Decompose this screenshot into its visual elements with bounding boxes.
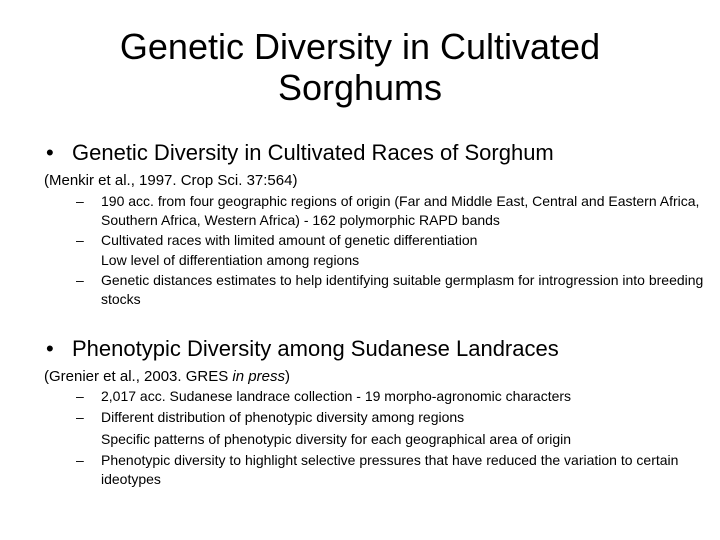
dash-icon: – xyxy=(76,388,84,404)
section2-item-text: 2,017 acc. Sudanese landrace collection - 19 morpho-agronomic characters xyxy=(101,388,572,404)
section2-heading: Phenotypic Diversity among Sudanese Landraces xyxy=(72,336,559,361)
bullet-dot-icon: • xyxy=(46,140,54,165)
dash-icon: – xyxy=(76,232,84,248)
section2-item-3 xyxy=(76,430,716,449)
section1-item-2 xyxy=(76,231,716,250)
dash-icon: – xyxy=(76,272,84,288)
section1-item-3 xyxy=(76,251,716,270)
section2-item-text: Specific patterns of phenotypic diversity for each geographical area of origin xyxy=(101,431,572,447)
section2-item-4 xyxy=(76,451,716,489)
dash-icon: – xyxy=(76,193,84,209)
slide-title-line1: Genetic Diversity in Cultivated xyxy=(119,26,601,67)
section1-item-4 xyxy=(76,271,716,309)
section1-item-text: Genetic distances estimates to help identifying suitable germplasm for introgression into breeding stocks xyxy=(101,272,704,307)
slide-title-line2: Sorghums xyxy=(277,67,443,108)
section1-bullet xyxy=(46,140,554,166)
section1-item-1 xyxy=(76,192,716,230)
section2-reference-prefix: (Grenier et al., 2003. GRES xyxy=(44,368,233,385)
section2-item-1 xyxy=(76,387,716,406)
section1-item-text: 190 acc. from four geographic regions of origin (Far and Middle East, Central and Eastern Africa, Southern Africa, Western Africa) - 162 polymorphic RAPD bands xyxy=(101,193,700,228)
section2-bullet xyxy=(46,336,559,362)
section2-item-2 xyxy=(76,408,716,427)
section1-item-text: Low level of differentiation among regions xyxy=(101,252,360,268)
section2-item-text: Phenotypic diversity to highlight selective pressures that have reduced the variation to certain ideotypes xyxy=(101,452,679,487)
dash-icon: – xyxy=(76,452,84,468)
bullet-dot-icon: • xyxy=(46,336,54,361)
section1-item-text: Cultivated races with limited amount of genetic differentiation xyxy=(101,232,478,248)
slide-title xyxy=(0,26,720,108)
section1-heading: Genetic Diversity in Cultivated Races of Sorghum xyxy=(72,140,554,165)
dash-icon: – xyxy=(76,409,84,425)
section2-reference xyxy=(44,368,290,386)
section2-reference-italic: in press xyxy=(232,368,285,385)
section2-reference-suffix: ) xyxy=(284,368,290,385)
section1-reference: (Menkir et al., 1997. Crop Sci. 37:564) xyxy=(44,172,298,189)
section2-item-text: Different distribution of phenotypic diversity among regions xyxy=(101,409,465,425)
